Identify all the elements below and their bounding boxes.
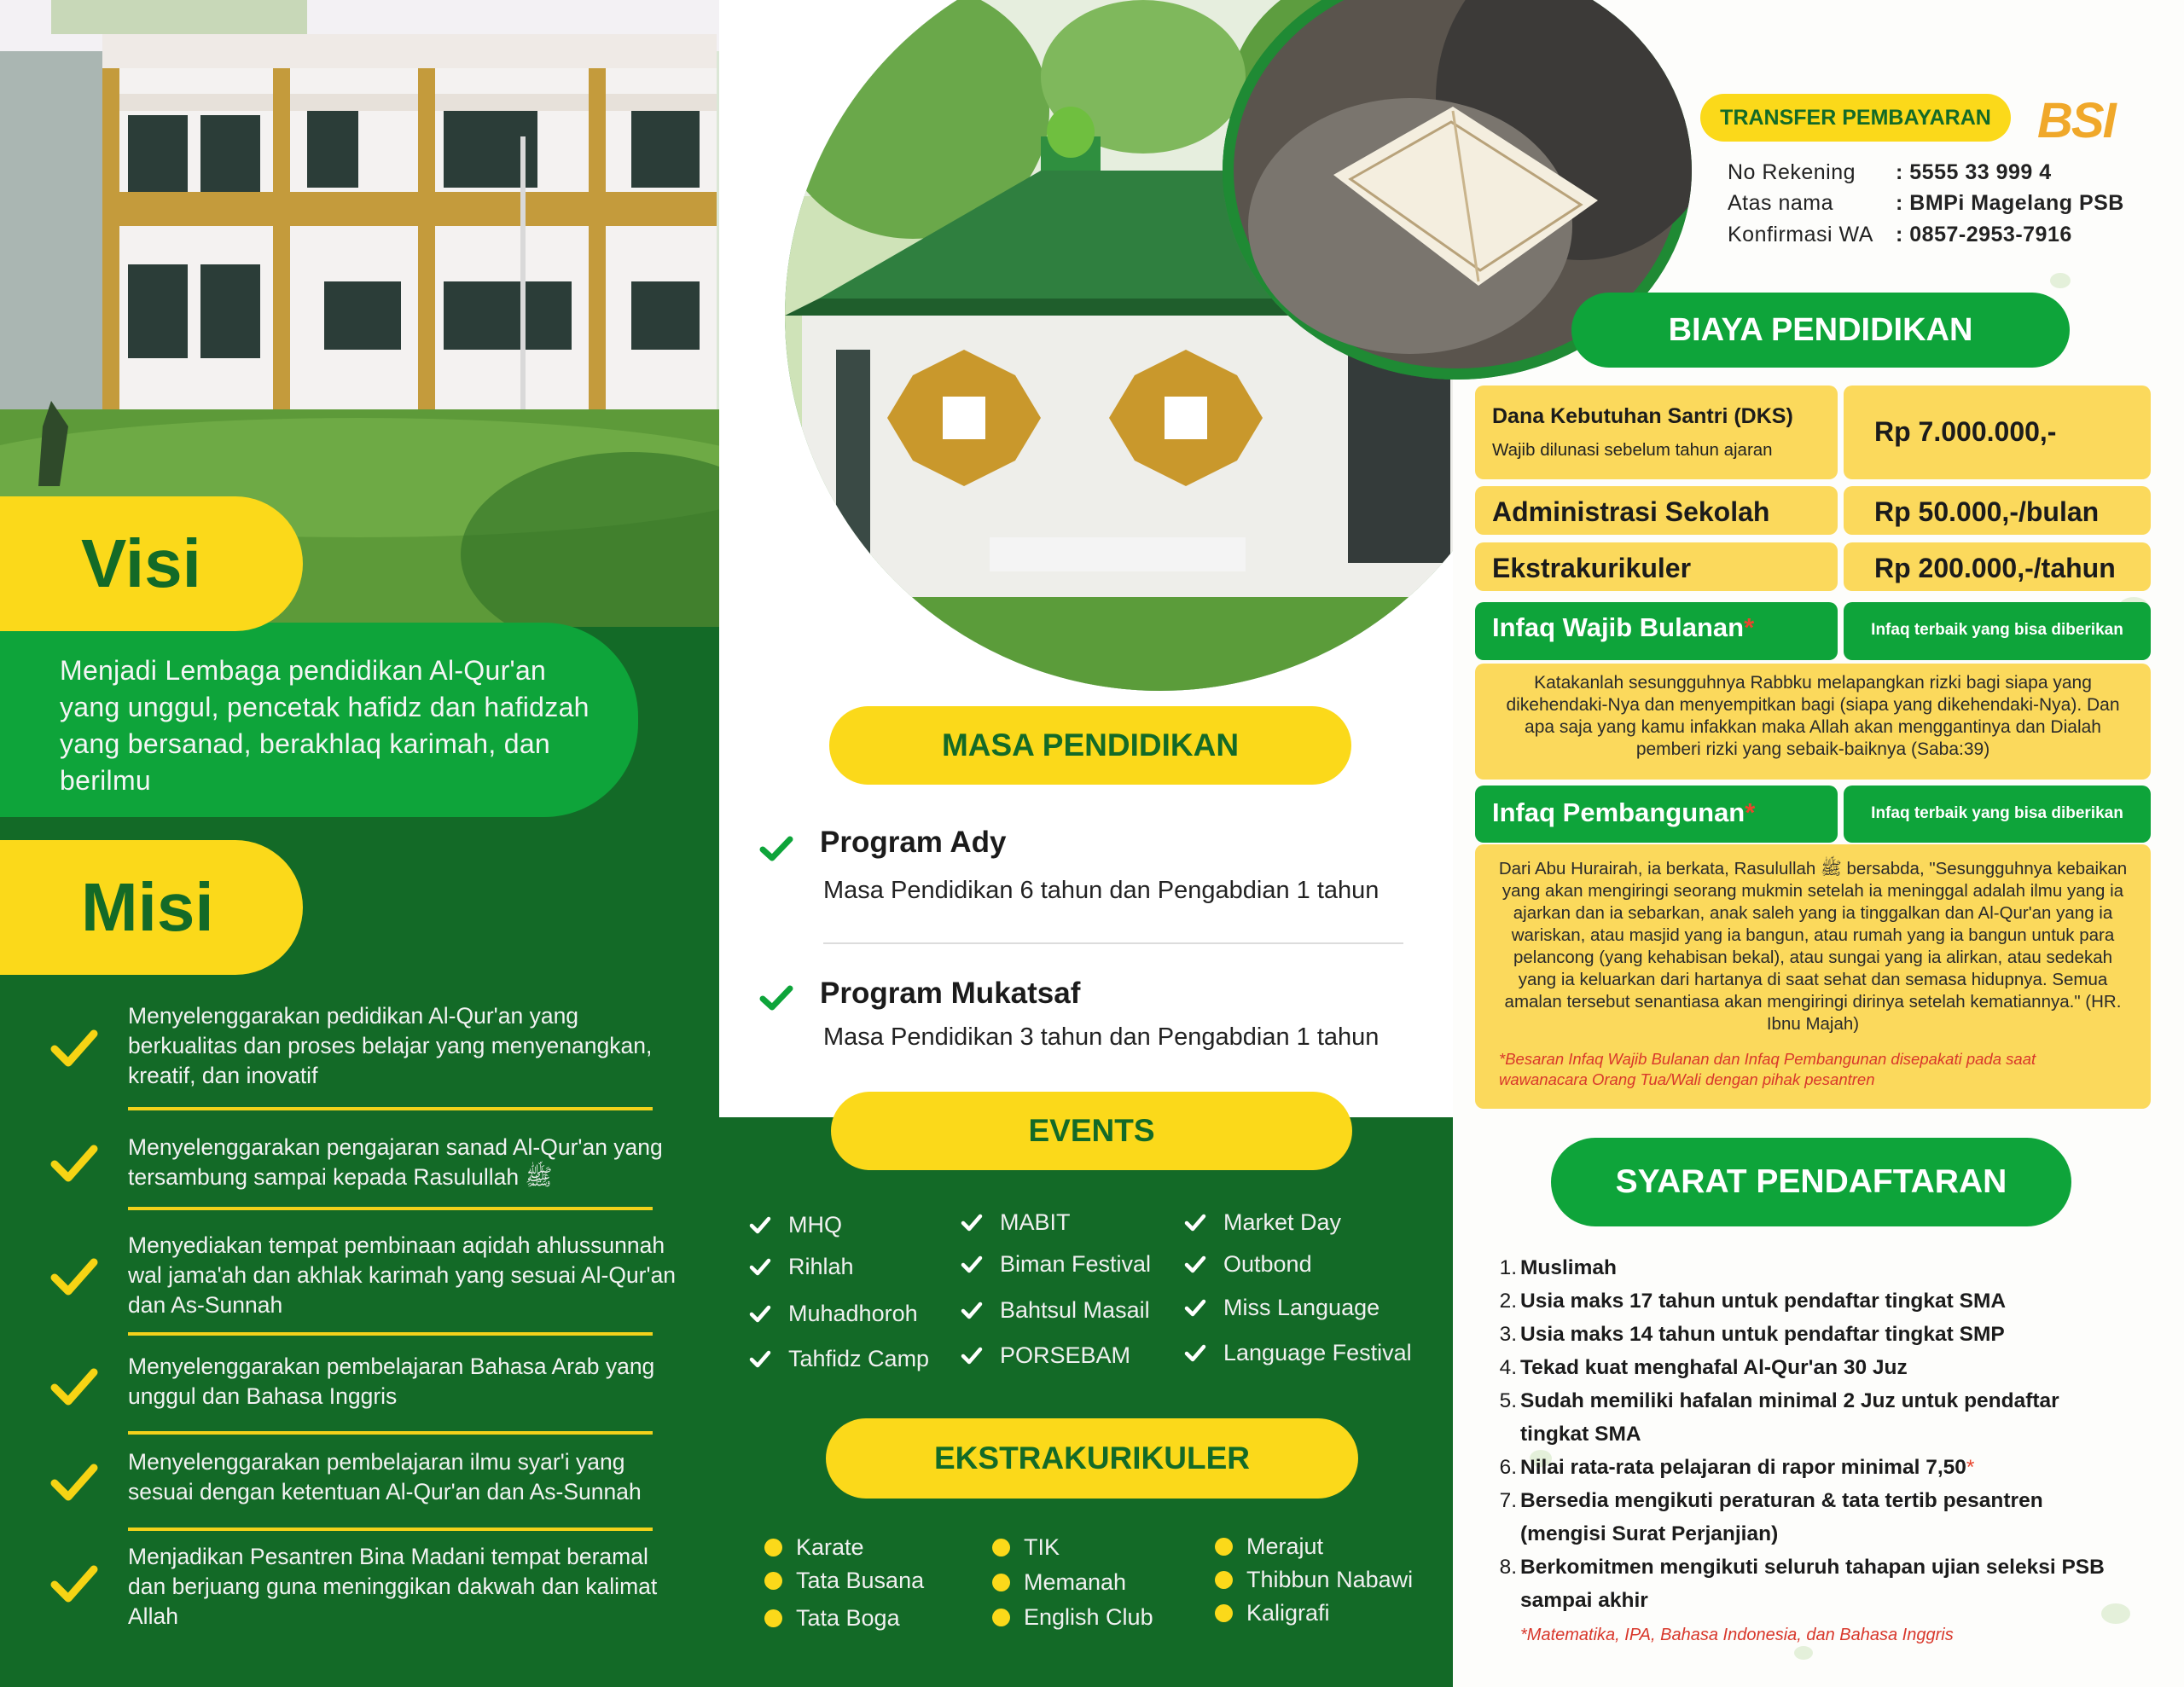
check-icon xyxy=(759,983,793,1012)
syarat-text: Muslimah xyxy=(1520,1256,1617,1279)
check-icon xyxy=(1184,1297,1206,1319)
event-label: Tahfidz Camp xyxy=(788,1346,930,1371)
syarat-text: Nilai rata-rata pelajaran di rapor minimal 7,50 xyxy=(1520,1456,1966,1479)
syarat-text: Berkomitmen mengikuti seluruh tahapan ujian seleksi PSB sampai akhir xyxy=(1520,1556,2105,1612)
check-icon xyxy=(49,1139,99,1188)
syarat-text: Tekad kuat menghafal Al-Qur'an 30 Juz xyxy=(1520,1356,1908,1379)
ekstra-label: Kaligrafi xyxy=(1246,1600,1330,1626)
bsi-logo: BSI xyxy=(2037,93,2115,148)
info-key: No Rekening xyxy=(1728,160,1856,184)
info-value: : 0857-2953-7916 xyxy=(1896,223,2072,246)
syarat-title-pill xyxy=(1551,1138,2071,1226)
transfer-label-pill xyxy=(1700,94,2011,142)
bullet-dot-icon xyxy=(1215,1604,1233,1622)
ekstra-item xyxy=(992,1534,1060,1561)
divider xyxy=(128,1431,653,1435)
syarat-item: 3. Usia maks 14 tahun untuk pendaftar tingkat SMP xyxy=(1499,1323,2005,1346)
ekstra-label: Karate xyxy=(796,1534,864,1560)
info-value: : 5555 33 999 4 xyxy=(1896,160,2052,184)
divider xyxy=(128,1207,653,1210)
syarat-item: 5. Sudah memiliki hafalan minimal 2 Juz untuk pendaftar tingkat SMA xyxy=(1484,1384,2124,1451)
ekstra-item xyxy=(764,1605,900,1632)
check-icon xyxy=(961,1212,983,1234)
infaq-bulanan-value-cell xyxy=(1844,602,2151,660)
infaq-bulanan-title: Infaq Wajib Bulanan xyxy=(1492,612,1745,642)
infaq-pembangunan-value: Infaq terbaik yang bisa diberikan xyxy=(1871,804,2123,822)
ekstra-item xyxy=(764,1568,924,1594)
infaq-pembangunan-value-cell xyxy=(1844,786,2151,843)
ekstra-label: Thibbun Nabawi xyxy=(1246,1567,1414,1592)
admin-title: Administrasi Sekolah xyxy=(1492,496,1770,527)
check-icon xyxy=(749,1256,771,1278)
divider xyxy=(128,1107,653,1110)
check-icon xyxy=(49,1023,99,1073)
syarat-item: 2. Usia maks 17 tahun untuk pendaftar tingkat SMA xyxy=(1499,1290,2007,1313)
event-label: MHQ xyxy=(788,1212,842,1238)
check-icon xyxy=(49,1559,99,1609)
infaq-pembangunan-quote: Dari Abu Hurairah, ia berkata, Rasulullah ﷺ bersabda, "Sesungguhnya kebaikan yang akan mengiringi seorang mukmin setelah ia meninggal adalah ilmu yang ia ajarkan dan ia sebarkan, anak saleh yang ia tinggalkan dan Al-Qur'an yang ia wariskan, atau masjid yang ia bangun, atau rumah yang ia bangun untuk para pelancong (yang kehabisan bekal), atau sungai yang ia alirkan, atau sedekah yang ia keluarkan dari hartanya di saat sehat dan semasa hidupnya. Semua amalan tersebut senantiasa akan mengiringi dirinya setelah kematiannya." (HR. Ibnu Majah) xyxy=(1498,859,2128,1034)
biaya-title-pill xyxy=(1571,293,2070,368)
infaq-bulanan-value: Infaq terbaik yang bisa diberikan xyxy=(1871,621,2123,639)
ekstra-label: English Club xyxy=(1024,1604,1153,1630)
event-label: Muhadhoroh xyxy=(788,1301,918,1326)
infaq-footnote: *Besaran Infaq Wajib Bulanan dan Infaq Pembangunan disepakati pada saat wawanacara Orang Tua/Wali dengan pihak pesantren xyxy=(1499,1050,2036,1088)
check-icon xyxy=(49,1362,99,1412)
check-icon xyxy=(961,1300,983,1322)
bullet-dot-icon xyxy=(764,1609,782,1627)
required-star: * xyxy=(1744,612,1755,642)
syarat-footnote: *Matematika, IPA, Bahasa Indonesia, dan Bahasa Inggris xyxy=(1520,1626,1954,1644)
ekstra-item xyxy=(992,1569,1126,1596)
check-icon xyxy=(1184,1342,1206,1365)
syarat-text: Usia maks 17 tahun untuk pendaftar tingkat SMA xyxy=(1520,1290,2007,1313)
middle-green-panel xyxy=(719,1117,1453,1687)
ekstra-cell xyxy=(1475,542,1838,591)
misi-text: Menyediakan tempat pembinaan aqidah ahlussunnah wal jama'ah dan akhlak karimah yang sesuai Al-Qur'an dan As-Sunnah xyxy=(128,1232,677,1318)
dks-note: Wajib dilunasi sebelum tahun ajaran xyxy=(1492,440,1773,460)
ekstra-label: TIK xyxy=(1024,1534,1060,1560)
bullet-dot-icon xyxy=(764,1572,782,1590)
event-label: Language Festival xyxy=(1223,1340,1412,1365)
event-item xyxy=(1184,1295,1380,1321)
divider xyxy=(128,1528,653,1531)
infaq-bulanan-quote-box xyxy=(1475,664,2151,780)
ekstra-price: Rp 200.000,-/tahun xyxy=(1874,553,2116,583)
bullet-dot-icon xyxy=(992,1609,1010,1626)
ekstra-label: Merajut xyxy=(1246,1533,1324,1559)
syarat-text: Sudah memiliki hafalan minimal 2 Juz untuk pendaftar tingkat SMA xyxy=(1520,1389,2059,1446)
infaq-pembangunan-quote-box xyxy=(1475,844,2151,1109)
syarat-item: 6. Nilai rata-rata pelajaran di rapor minimal 7,50* xyxy=(1499,1456,1975,1479)
event-label: Rihlah xyxy=(788,1254,854,1279)
syarat-title: SYARAT PENDAFTARAN xyxy=(1615,1163,2007,1200)
ekstrakurikuler-pill xyxy=(826,1418,1358,1499)
required-star: * xyxy=(1745,797,1756,827)
ekstrakurikuler-title: EKSTRAKURIKULER xyxy=(934,1441,1250,1475)
divider xyxy=(823,942,1403,944)
check-icon xyxy=(961,1345,983,1367)
event-label: Outbond xyxy=(1223,1251,1312,1277)
visi-text: Menjadi Lembaga pendidikan Al-Qur'an yang unggul, pencetak hafidz dan hafidzah yang bersanad, berakhlaq karimah, dan berilmu xyxy=(60,655,590,796)
check-icon xyxy=(749,1348,771,1371)
ekstra-label: Tata Boga xyxy=(796,1605,900,1631)
masa-pendidikan-pill xyxy=(829,706,1351,785)
ekstra-title: Ekstrakurikuler xyxy=(1492,553,1692,583)
misi-text: Menyelenggarakan pedidikan Al-Qur'an yang berkualitas dan proses belajar yang menyenangkan, kreatif, dan inovatif xyxy=(128,1003,653,1088)
dks-price-cell xyxy=(1844,386,2151,479)
event-item xyxy=(749,1212,842,1238)
check-icon xyxy=(1184,1254,1206,1276)
program-mukatsaf-desc: Masa Pendidikan 3 tahun dan Pengabdian 1 tahun xyxy=(823,1023,1380,1051)
event-label: Miss Language xyxy=(1223,1295,1380,1320)
bullet-dot-icon xyxy=(992,1539,1010,1557)
required-star: * xyxy=(1966,1456,1975,1479)
event-item xyxy=(1184,1340,1412,1366)
misi-text: Menyelenggarakan pengajaran sanad Al-Qur'an yang tersambung sampai kepada Rasulullah ﷺ xyxy=(128,1134,663,1190)
check-icon xyxy=(749,1215,771,1237)
syarat-item: 4. Tekad kuat menghafal Al-Qur'an 30 Juz xyxy=(1499,1356,1908,1379)
events-title: EVENTS xyxy=(1028,1113,1155,1148)
infaq-bulanan-cell xyxy=(1475,602,1838,660)
program-ady-title: Program Ady xyxy=(820,826,1007,859)
syarat-item: 1. Muslimah xyxy=(1499,1256,1617,1279)
admin-cell xyxy=(1475,486,1838,535)
infaq-pembangunan-cell xyxy=(1475,786,1838,843)
event-label: Biman Festival xyxy=(1000,1251,1152,1277)
divider xyxy=(128,1332,653,1336)
ekstra-item xyxy=(1215,1567,1413,1593)
ekstra-item xyxy=(764,1534,864,1561)
bullet-dot-icon xyxy=(992,1574,1010,1591)
dks-price: Rp 7.000.000,- xyxy=(1874,416,2057,447)
event-item xyxy=(961,1251,1151,1278)
event-item xyxy=(749,1346,929,1372)
dks-cell xyxy=(1475,386,1838,479)
visi-title-pill xyxy=(0,496,303,631)
info-key: Konfirmasi WA xyxy=(1728,223,1873,246)
syarat-item: 8. Berkomitmen mengikuti seluruh tahapan ujian seleksi PSB sampai akhir xyxy=(1484,1551,2124,1617)
event-label: Market Day xyxy=(1223,1209,1342,1235)
event-label: PORSEBAM xyxy=(1000,1342,1131,1368)
event-item xyxy=(961,1342,1130,1369)
misi-title-pill xyxy=(0,840,303,975)
bullet-dot-icon xyxy=(1215,1571,1233,1589)
infaq-bulanan-quote: Katakanlah sesungguhnya Rabbku melapangkan rizki bagi siapa yang dikehendaki-Nya dan menyempitkan bagi (siapa yang dikehendaki-Nya). Dan apa saja yang kamu infakkan maka Allah akan menggantinya dan Dialah pemberi rizki yang sebaik-baiknya (Saba:39) xyxy=(1506,673,2120,759)
misi-title: Misi xyxy=(81,869,214,945)
visi-title: Visi xyxy=(81,525,201,601)
bullet-dot-icon xyxy=(1215,1538,1233,1556)
events-pill xyxy=(831,1092,1352,1170)
check-icon xyxy=(961,1254,983,1276)
event-item xyxy=(1184,1209,1341,1236)
info-value: : BMPi Magelang PSB xyxy=(1896,191,2124,215)
event-item xyxy=(961,1209,1071,1236)
info-key: Atas nama xyxy=(1728,191,1834,215)
syarat-item: 7. Bersedia mengikuti peraturan & tata tertib pesantren (mengisi Surat Perjanjian) xyxy=(1484,1484,2124,1551)
event-item xyxy=(961,1297,1150,1324)
dks-title: Dana Kebutuhan Santri (DKS) xyxy=(1492,404,1793,428)
biaya-title: BIAYA PENDIDIKAN xyxy=(1668,311,1973,348)
event-label: Bahtsul Masail xyxy=(1000,1297,1150,1323)
check-icon xyxy=(749,1303,771,1325)
syarat-text: Bersedia mengikuti peraturan & tata tertib pesantren (mengisi Surat Perjanjian) xyxy=(1520,1489,2043,1545)
ekstra-label: Tata Busana xyxy=(796,1568,925,1593)
event-item xyxy=(749,1301,918,1327)
ekstra-item xyxy=(1215,1533,1323,1560)
admin-price: Rp 50.000,-/bulan xyxy=(1874,496,2100,527)
admin-price-cell xyxy=(1844,486,2151,535)
bullet-dot-icon xyxy=(764,1539,782,1557)
masa-pendidikan-title: MASA PENDIDIKAN xyxy=(941,728,1240,762)
ekstra-item xyxy=(1215,1600,1330,1626)
misi-text: Menyelenggarakan pembelajaran Bahasa Arab yang unggul dan Bahasa Inggris xyxy=(128,1354,655,1409)
infaq-pembangunan-title: Infaq Pembangunan xyxy=(1492,797,1745,827)
event-label: MABIT xyxy=(1000,1209,1071,1235)
event-item xyxy=(1184,1251,1312,1278)
event-item xyxy=(749,1254,854,1280)
check-icon xyxy=(759,834,793,863)
program-ady-desc: Masa Pendidikan 6 tahun dan Pengabdian 1 tahun xyxy=(823,877,1380,904)
check-icon xyxy=(49,1252,99,1301)
syarat-list xyxy=(1484,1251,2124,1617)
check-icon xyxy=(1184,1212,1206,1234)
transfer-label: TRANSFER PEMBAYARAN xyxy=(1720,105,1991,130)
ekstra-item xyxy=(992,1604,1153,1631)
ekstra-label: Memanah xyxy=(1024,1569,1127,1595)
misi-text: Menyelenggarakan pembelajaran ilmu syar'i yang sesuai dengan ketentuan Al-Qur'an dan As-Sunnah xyxy=(128,1449,642,1504)
syarat-text: Usia maks 14 tahun untuk pendaftar tingkat SMP xyxy=(1520,1323,2005,1346)
program-mukatsaf-title: Program Mukatsaf xyxy=(820,977,1081,1010)
misi-text: Menjadikan Pesantren Bina Madani tempat beramal dan berjuang guna meninggikan dakwah dan kalimat Allah xyxy=(128,1544,658,1629)
check-icon xyxy=(49,1458,99,1507)
ekstra-price-cell xyxy=(1844,542,2151,591)
